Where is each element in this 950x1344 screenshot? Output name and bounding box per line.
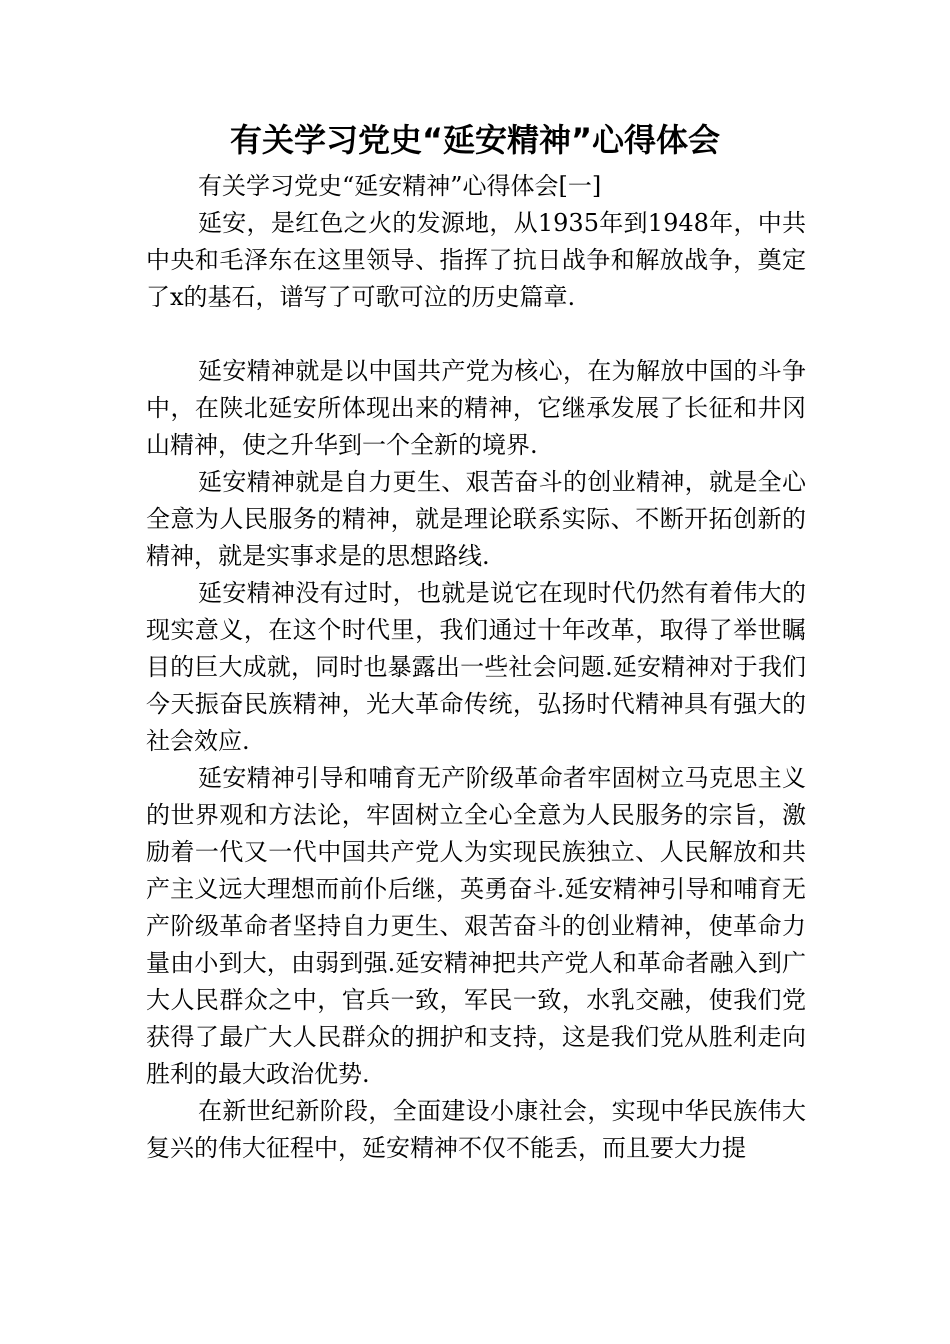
body-paragraph: 延安精神就是自力更生、艰苦奋斗的创业精神，就是全心全意为人民服务的精神，就是理论联系实际、不断开拓创新的精神，就是实事求是的思想路线.: [146, 468, 806, 570]
body-paragraph: 延安，是红色之火的发源地，从1935年到1948年，中共中央和毛泽东在这里领导、指挥了抗日战争和解放战争，奠定了x的基石，谱写了可歌可泣的历史篇章.: [146, 209, 806, 311]
document-title: 有关学习党史“延安精神”心得体会: [229, 121, 721, 159]
body-paragraph: 在新世纪新阶段，全面建设小康社会，实现中华民族伟大复兴的伟大征程中，延安精神不仅不能丢，而且要大力提: [146, 1097, 806, 1162]
document-body: [146, 168, 806, 1167]
body-paragraph: 延安精神就是以中国共产党为核心，在为解放中国的斗争中，在陕北延安所体现出来的精神，它继承发展了长征和井冈山精神，使之升华到一个全新的境界.: [146, 357, 806, 459]
body-paragraph: 延安精神没有过时，也就是说它在现时代仍然有着伟大的现实意义，在这个时代里，我们通过十年改革，取得了举世瞩目的巨大成就，同时也暴露出一些社会问题.延安精神对于我们今天振奋民族精神，光大革命传统，弘扬时代精神具有强大的社会效应.: [146, 579, 806, 755]
subtitle-paragraph: 有关学习党史“延安精神”心得体会[一]: [198, 172, 602, 200]
body-paragraph: 延安精神引导和哺育无产阶级革命者牢固树立马克思主义的世界观和方法论，牢固树立全心全意为人民服务的宗旨，激励着一代又一代中国共产党人为实现民族独立、人民解放和共产主义远大理想而前仆后继，英勇奋斗.延安精神引导和哺育无产阶级革命者坚持自力更生、艰苦奋斗的创业精神，使革命力量由小到大，由弱到强.延安精神把共产党人和革命者融入到广大人民群众之中，官兵一致，军民一致，水乳交融，使我们党获得了最广大人民群众的拥护和支持，这是我们党从胜利走向胜利的最大政治优势.: [146, 764, 806, 1088]
